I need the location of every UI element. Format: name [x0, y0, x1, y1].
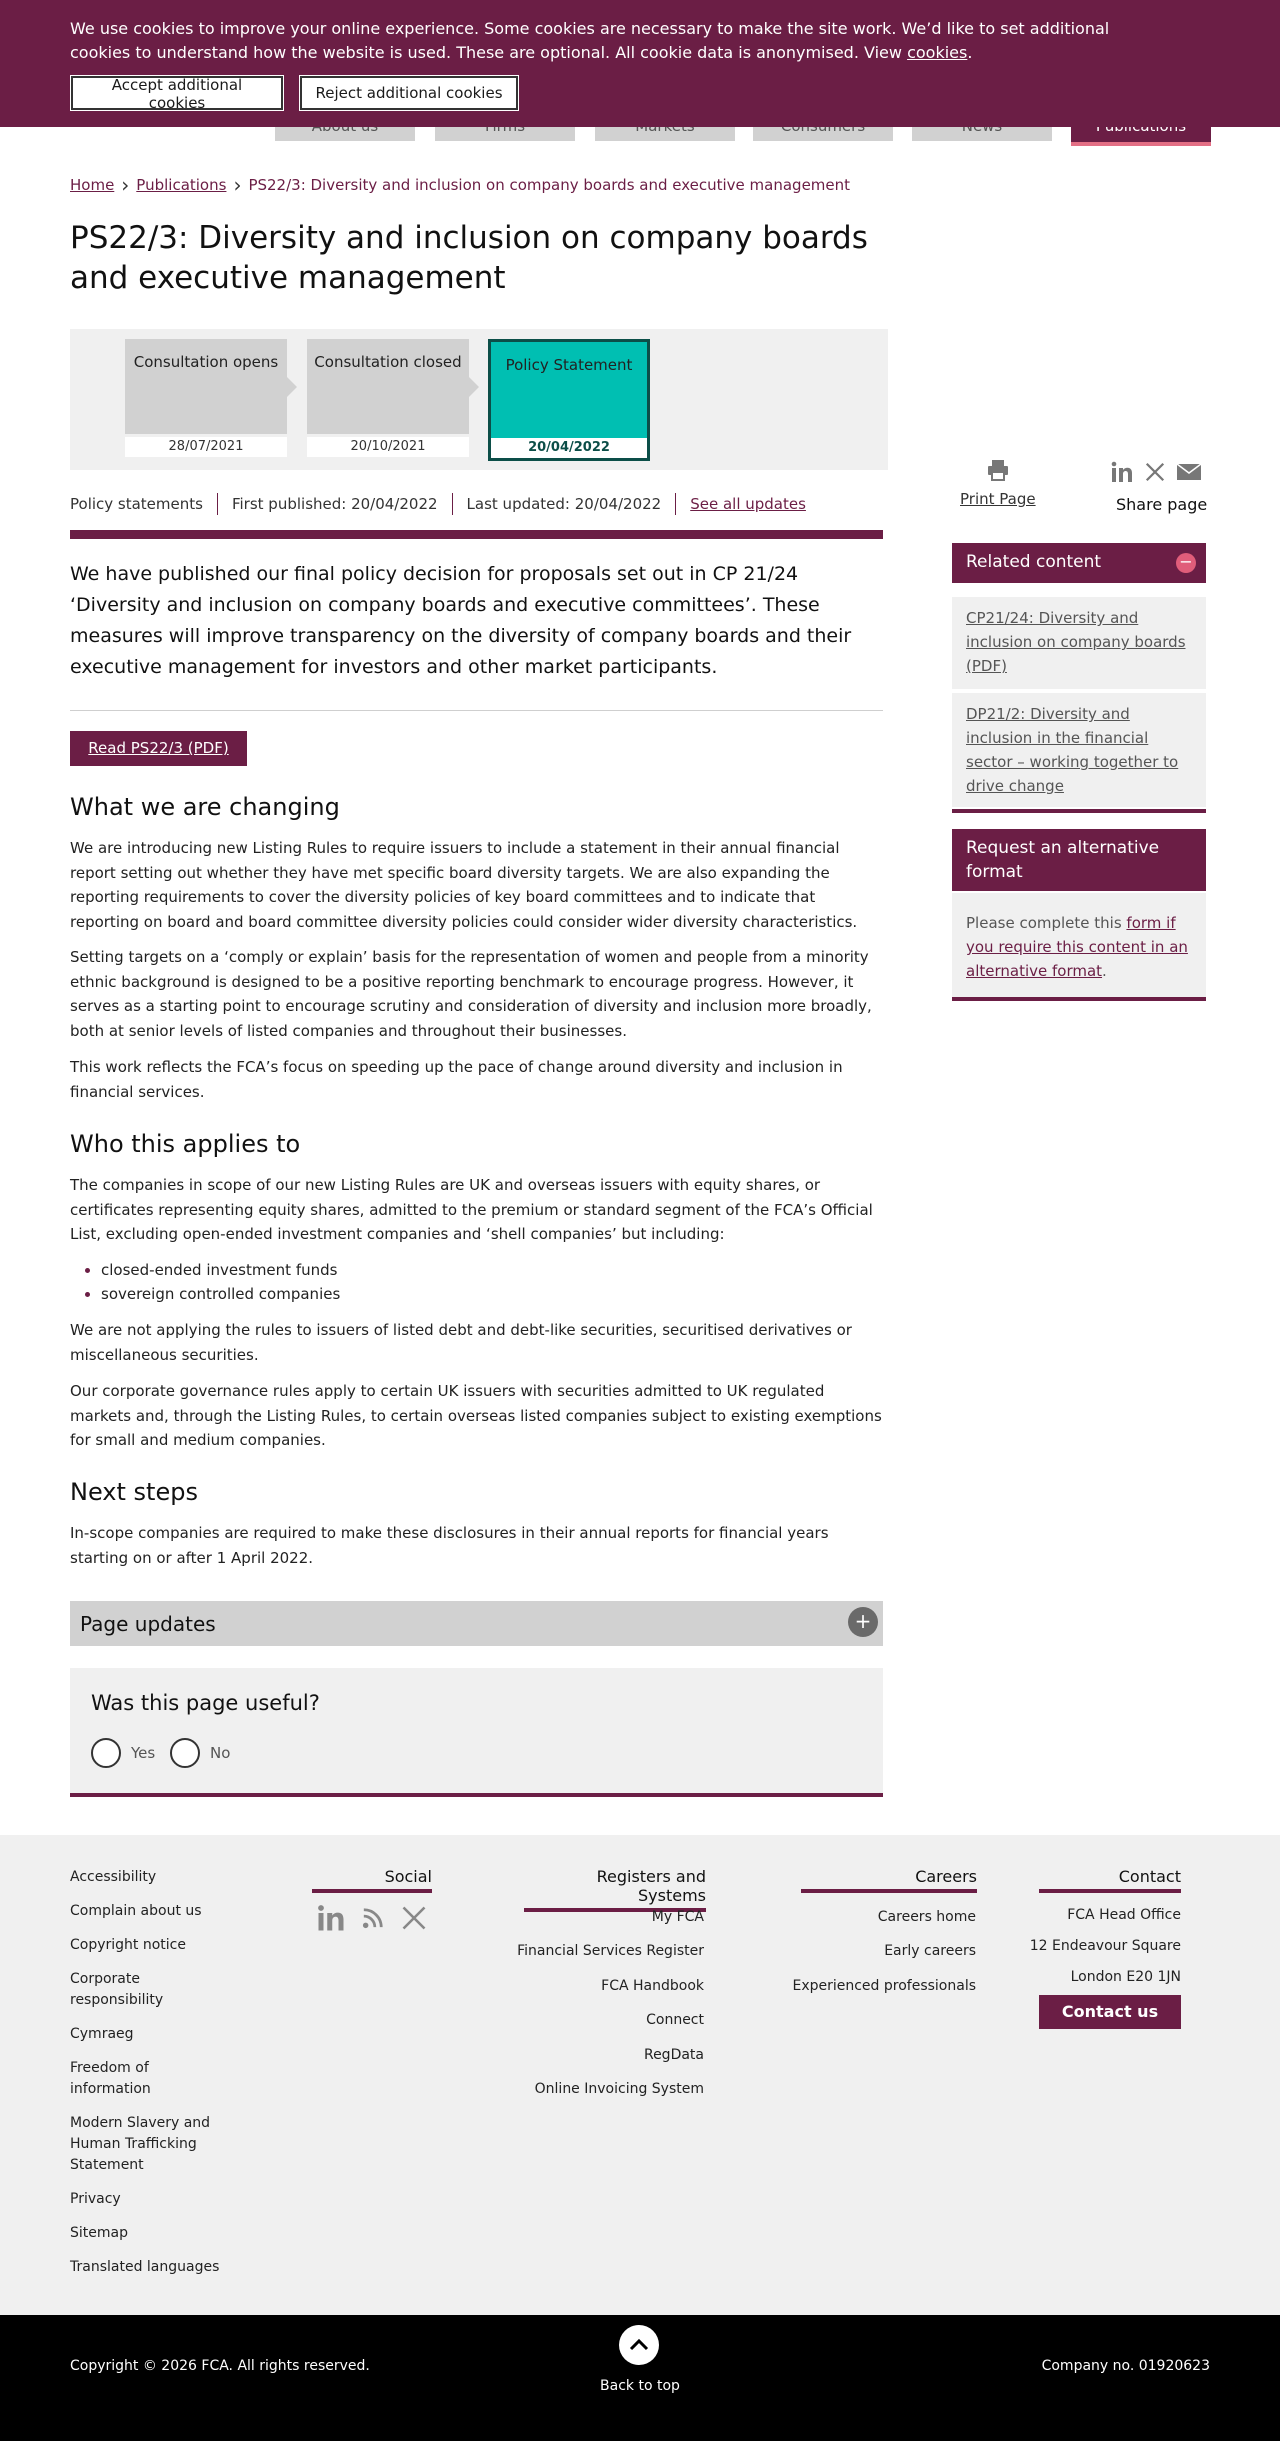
see-all-updates-link[interactable]: See all updates [690, 495, 806, 513]
page-updates-accordion[interactable] [70, 1601, 883, 1646]
heading-next-steps: Next steps [70, 1478, 198, 1506]
list-item: sovereign controlled companies [85, 1282, 340, 1306]
linkedin-icon[interactable] [1110, 460, 1134, 488]
breadcrumb [70, 172, 851, 197]
divider [70, 710, 883, 711]
plus-icon[interactable]: + [848, 1607, 878, 1637]
accept-cookies-button[interactable]: Accept additional cookies [70, 75, 284, 111]
intro-text: We have published our final policy decision for proposals set out in CP 21/24 ‘Diversity and inclusion on company boards and executive committees’. These measures will improve transparency on the diversity of company boards and their executive management for investors and other market participants. [70, 563, 852, 678]
footer-link[interactable]: Early careers [884, 1943, 976, 1960]
list-item: closed-ended investment funds [85, 1258, 340, 1282]
paragraph: This work reflects the FCA’s focus on speeding up the pace of change around diversity and inclusion in financial services. [70, 1058, 843, 1101]
related-link-cp21-24[interactable]: CP21/24: Diversity and inclusion on company boards (PDF) [966, 609, 1186, 675]
breadcrumb-home[interactable]: Home [70, 176, 115, 194]
breadcrumb-publications[interactable]: Publications [136, 176, 227, 194]
footer-link[interactable]: Accessibility [70, 1869, 157, 1885]
cookie-message [70, 17, 1150, 65]
back-to-top-button[interactable] [619, 2325, 659, 2365]
divider [452, 493, 453, 515]
email-icon[interactable] [1176, 462, 1202, 486]
footer-link[interactable]: Privacy [70, 2191, 121, 2207]
footer-link[interactable]: Sitemap [70, 2225, 128, 2241]
footer-link[interactable]: Careers home [877, 1909, 976, 1925]
x-icon[interactable] [1144, 461, 1166, 487]
alt-text-end: . [1102, 962, 1107, 980]
radio-label: Yes [131, 1744, 156, 1762]
arrow-right-icon [469, 377, 479, 397]
cookie-banner [0, 0, 1280, 127]
related-item [952, 693, 1206, 807]
company-number: Company no. 01920623 [1041, 2358, 1210, 2374]
stage-policy-statement [488, 339, 650, 461]
rss-icon[interactable] [362, 1907, 384, 1933]
arrow-right-icon [287, 377, 297, 397]
publication-meta [70, 493, 806, 515]
footer-heading-social: Social [312, 1867, 432, 1893]
first-published: First published: 20/04/2022 [231, 495, 438, 513]
share-icons [1110, 460, 1212, 488]
reject-cookies-button[interactable]: Reject additional cookies [299, 75, 519, 111]
address-line: FCA Head Office [1067, 1907, 1181, 1923]
scope-list [85, 1258, 340, 1306]
stage-date: 20/04/2022 [491, 438, 647, 458]
cookie-text-end: . [967, 43, 973, 62]
footer-heading-careers: Careers [801, 1867, 977, 1893]
consultation-timeline [70, 329, 888, 470]
stage-date: 28/07/2021 [125, 437, 287, 457]
footer-link[interactable]: Translated languages [70, 2259, 220, 2275]
bottom-bar [0, 2315, 1280, 2441]
paragraph: In-scope companies are required to make these disclosures in their annual reports for financial years starting on or after 1 April 2022. [70, 1524, 829, 1567]
cookies-link[interactable]: cookies [907, 43, 968, 62]
related-link-dp21-2[interactable]: DP21/2: Diversity and inclusion in the financial sector – working together to drive change [966, 705, 1179, 795]
feedback-no[interactable] [170, 1738, 230, 1768]
cookie-text: We use cookies to improve your online experience. Some cookies are necessary to make the site work. We’d like to set additional cookies to understand how the website is used. These are optional. All cookie data is anonymised. View [70, 19, 1110, 62]
heading-who-this-applies-to: Who this applies to [70, 1130, 301, 1158]
footer-address [1000, 1900, 1181, 1993]
paragraph: Our corporate governance rules apply to certain UK issuers with securities admitted to UK regulated markets and, through the Listing Rules, to certain overseas listed companies subject to existing exemptions for small and medium companies. [70, 1382, 882, 1449]
linkedin-icon[interactable] [316, 1903, 346, 1937]
feedback-yes[interactable] [91, 1738, 155, 1768]
feedback-question: Was this page useful? [91, 1691, 320, 1715]
related-content-header[interactable] [952, 543, 1206, 583]
paragraph: We are not applying the rules to issuers of listed debt and debt-like securities, securitised derivatives or miscellaneous securities. [70, 1321, 852, 1364]
paragraph: Setting targets on a ‘comply or explain’ basis for the representation of women and people from a minority ethnic background is designed to be a positive reporting benchmark to encourage progress. However, it serves as a starting point to encourage scrutiny and consideration of diversity and inclusion more broadly, both at senior levels of listed companies and throughout their businesses. [70, 948, 872, 1040]
heading-what-we-are-changing: What we are changing [70, 793, 340, 821]
footer-heading-contact: Contact [1039, 1867, 1181, 1893]
contact-us-button[interactable]: Contact us [1039, 1995, 1181, 2029]
paragraph: The companies in scope of our new Listing Rules are UK and overseas issuers with equity shares, or certificates representing equity shares, admitted to the premium or standard segment of the FCA’s Official List, excluding open-ended investment companies and ‘shell companies’ but including: [70, 1176, 873, 1243]
footer-link[interactable]: My FCA [651, 1909, 704, 1925]
x-icon[interactable] [400, 1904, 428, 1936]
footer-heading-registers: Registers and Systems [524, 1867, 706, 1912]
footer-link[interactable]: FCA Handbook [601, 1977, 704, 1994]
read-pdf-button[interactable]: Read PS22/3 (PDF) [70, 731, 247, 766]
footer-link[interactable]: Copyright notice [70, 1937, 186, 1953]
copyright: Copyright © 2026 FCA. All rights reserved. [70, 2358, 370, 2374]
related-content-title: Related content [966, 552, 1102, 572]
last-updated: Last updated: 20/04/2022 [466, 495, 662, 513]
address-line: London E20 1JN [1070, 1969, 1181, 1985]
back-to-top-label[interactable]: Back to top [600, 2378, 680, 2394]
related-item [952, 597, 1206, 689]
stage-label: Consultation closed [307, 339, 469, 434]
alternative-format-header: Request an alternative format [952, 829, 1206, 891]
divider [675, 493, 676, 515]
alt-text: Please complete this [966, 914, 1127, 932]
social-icons [316, 1903, 444, 1937]
footer-link[interactable]: Modern Slavery and Human Trafficking Statement [70, 2115, 211, 2173]
stage-label: Policy Statement [491, 342, 647, 437]
printer-icon [986, 458, 1010, 482]
footer-link[interactable]: Connect [646, 2012, 704, 2029]
footer [0, 1835, 1280, 2315]
print-page[interactable] [960, 458, 1036, 508]
minus-icon[interactable]: − [1176, 553, 1196, 573]
page-updates-label: Page updates [80, 1612, 216, 1636]
address-line: 12 Endeavour Square [1029, 1938, 1181, 1954]
stage-consultation-opens [125, 339, 287, 461]
stage-date: 20/10/2021 [307, 437, 469, 457]
divider-thick [952, 809, 1206, 813]
radio-icon[interactable] [170, 1738, 200, 1768]
footer-careers-list [786, 1900, 976, 2003]
footer-link[interactable]: Cymraeg [70, 2026, 134, 2042]
print-page-label[interactable]: Print Page [960, 490, 1036, 508]
footer-link[interactable]: Complain about us [70, 1903, 202, 1919]
page-title: PS22/3: Diversity and inclusion on company boards and executive management [70, 220, 868, 296]
chevron-up-icon [619, 2325, 659, 2365]
share-page-label: Share page [1116, 495, 1208, 514]
radio-icon[interactable] [91, 1738, 121, 1768]
breadcrumb-current: PS22/3: Diversity and inclusion on company boards and executive management [248, 176, 851, 194]
footer-links [70, 1867, 220, 2291]
divider [217, 493, 218, 515]
footer-link[interactable]: Experienced professionals [792, 1977, 976, 1994]
chevron-right-icon: › [121, 172, 130, 197]
alternative-format-link[interactable]: form if you require this content in an alternative format [966, 914, 1188, 980]
footer-link[interactable]: Online Invoicing System [534, 2081, 704, 2098]
footer-link[interactable]: Corporate responsibility [70, 1971, 164, 2008]
footer-link[interactable]: Financial Services Register [517, 1943, 704, 1960]
page-feedback [70, 1668, 883, 1797]
paragraph: We are introducing new Listing Rules to require issuers to include a statement in their annual financial report setting out whether they have met specific board diversity targets. We are also expanding the reporting requirements to cover the diversity policies of key board committees and to indicate that reporting on board and board committee diversity policies could consider wider diversity characteristics. [70, 839, 858, 931]
footer-link[interactable]: Freedom of information [70, 2060, 151, 2097]
chevron-right-icon: › [233, 172, 242, 197]
alternative-format-body [952, 893, 1206, 1001]
stage-label: Consultation opens [125, 339, 287, 434]
stage-consultation-closed [307, 339, 469, 461]
footer-link[interactable]: RegData [643, 2046, 704, 2063]
publication-type: Policy statements [70, 495, 203, 513]
divider-thick [70, 530, 883, 539]
radio-label: No [210, 1744, 231, 1762]
footer-registers-list [506, 1900, 704, 2106]
